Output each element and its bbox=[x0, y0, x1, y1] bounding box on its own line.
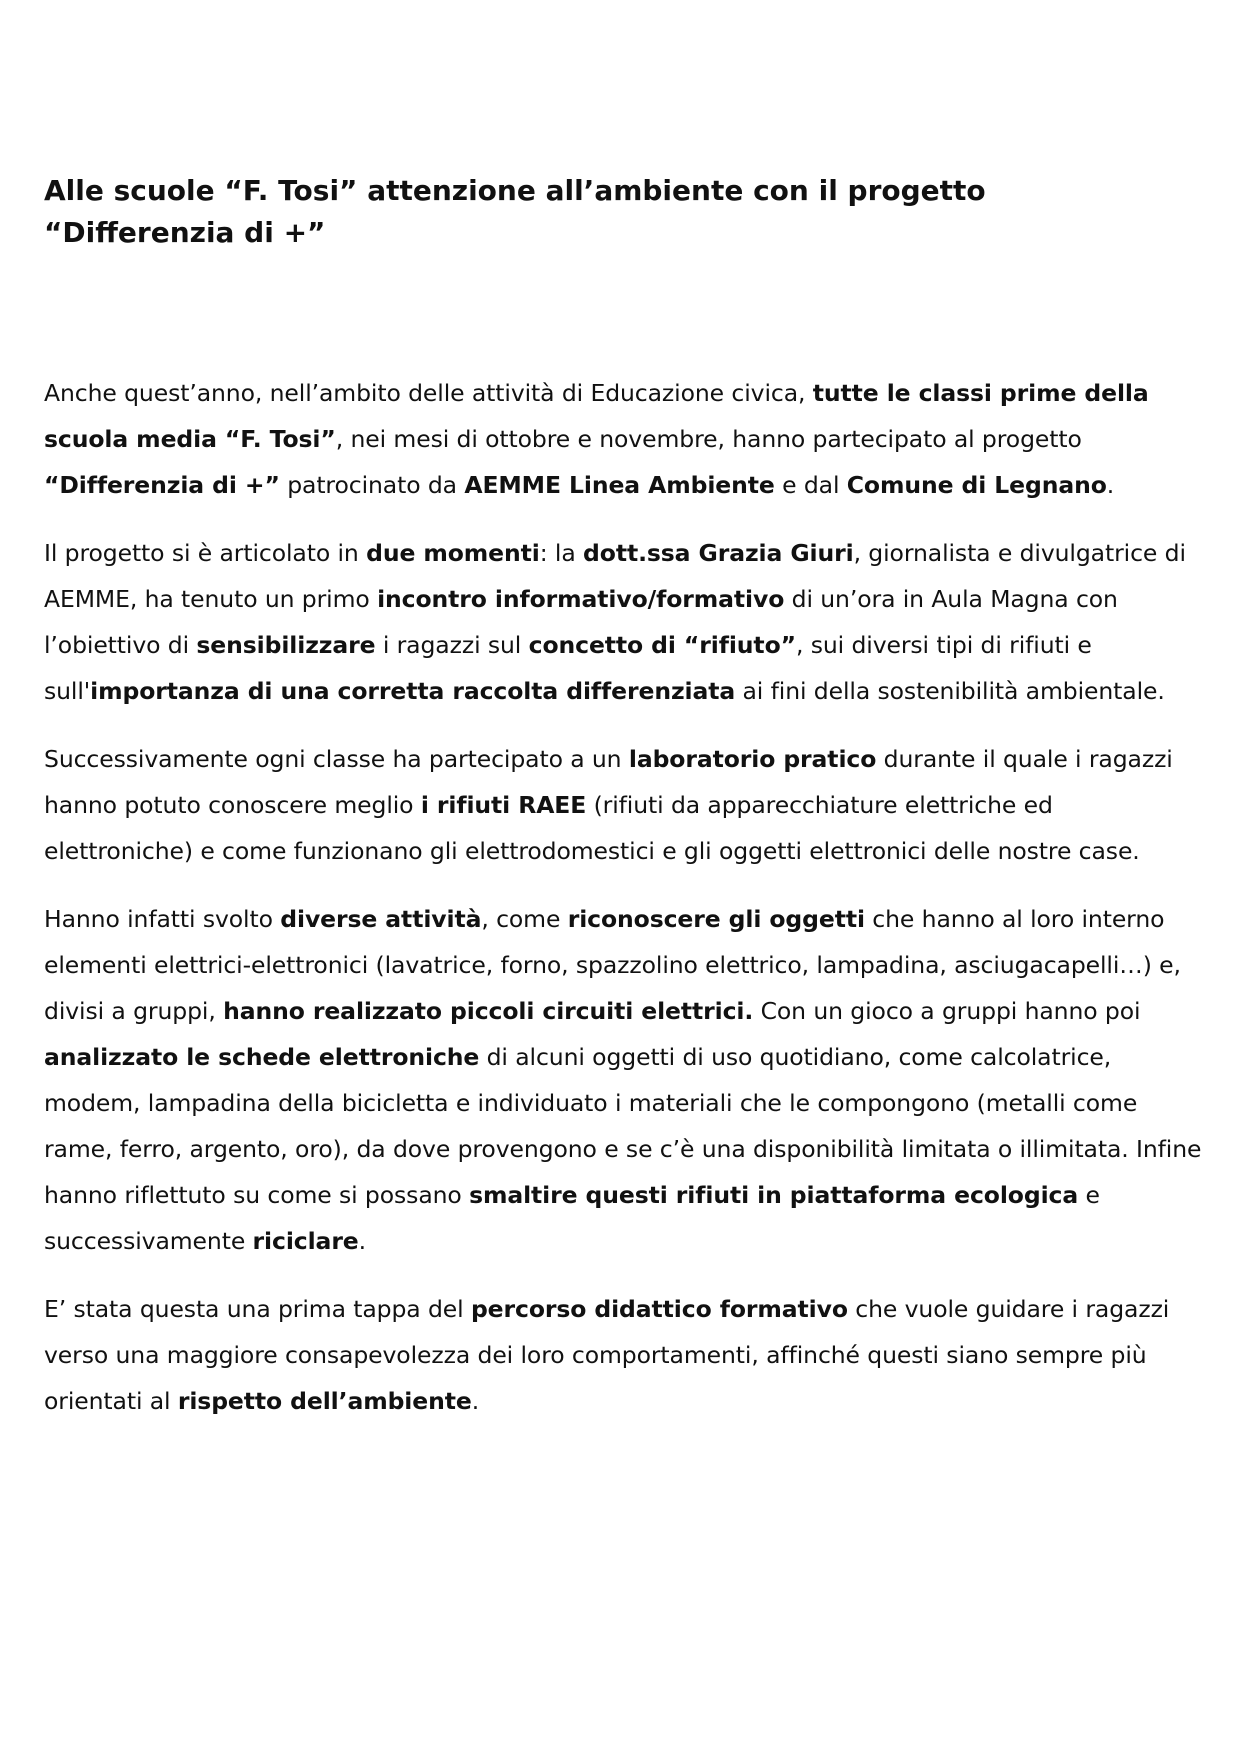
bold-text: dott.ssa Grazia Giuri bbox=[583, 539, 854, 567]
body-text: di alcuni oggetti di uso quotidiano, come calcolatrice, modem, lampadina della bicicletta e individuato i materiali che le compongono (metalli come rame, ferro, argento, oro), da dove provengono e se c’è una disponibilità limitata o illimitata. Infine hanno riflettuto su come si possano bbox=[44, 1043, 1202, 1209]
body-text: E’ stata questa una prima tappa del bbox=[44, 1295, 471, 1323]
bold-text: importanza di una corretta raccolta differenziata bbox=[90, 677, 736, 705]
bold-text: laboratorio pratico bbox=[628, 745, 877, 773]
bold-text: riconoscere gli oggetti bbox=[567, 905, 865, 933]
title-line: “Differenzia di +” bbox=[44, 216, 326, 249]
body-text: e dal bbox=[774, 471, 847, 499]
body-text: (rifiuti da apparecchiature elettriche ed elettroniche) e come funzionano gli elettrodomestici e gli oggetti elettronici delle nostre case. bbox=[44, 791, 1140, 865]
body-text: patrocinato da bbox=[279, 471, 465, 499]
body-text: Anche quest’anno, nell’ambito delle attività di Educazione civica, bbox=[44, 379, 813, 407]
body-text: , giornalista e divulgatrice di AEMME, ha tenuto un primo bbox=[44, 539, 1186, 613]
paragraph-1 bbox=[44, 370, 1204, 508]
body-text: , sui diversi tipi di rifiuti e sull' bbox=[44, 631, 1092, 705]
bold-text: “Differenzia di +” bbox=[44, 471, 280, 499]
body-text: di un’ora in Aula Magna con l’obiettivo di bbox=[44, 585, 1118, 659]
body-text: che vuole guidare i ragazzi verso una maggiore consapevolezza dei loro comportamenti, affinché questi siano sempre più orientati al bbox=[44, 1295, 1170, 1415]
body-text: : la bbox=[539, 539, 584, 567]
body-text: Hanno infatti svolto bbox=[44, 905, 281, 933]
bold-text: percorso didattico formativo bbox=[470, 1295, 848, 1323]
bold-text: incontro informativo/formativo bbox=[377, 585, 785, 613]
body-text: Con un gioco a gruppi hanno poi bbox=[753, 997, 1141, 1025]
paragraph-2 bbox=[44, 530, 1204, 714]
body-text: Successivamente ogni classe ha partecipato a un bbox=[44, 745, 629, 773]
bold-text: rispetto dell’ambiente bbox=[177, 1387, 472, 1415]
document-page bbox=[44, 170, 1204, 1446]
body-text: che hanno al loro interno elementi elettrici-elettronici (lavatrice, forno, spazzolino elettrico, lampadina, asciugacapelli…) e, divisi a gruppi, bbox=[44, 905, 1181, 1025]
body-text: i ragazzi sul bbox=[375, 631, 529, 659]
bold-text: analizzato le schede elettroniche bbox=[44, 1043, 480, 1071]
bold-text: due momenti bbox=[366, 539, 540, 567]
paragraph-3 bbox=[44, 736, 1204, 874]
title-line: Alle scuole “F. Tosi” attenzione all’ambiente con il progetto bbox=[44, 174, 986, 207]
bold-text: smaltire questi rifiuti in piattaforma ecologica bbox=[469, 1181, 1079, 1209]
body-text: ai fini della sostenibilità ambientale. bbox=[735, 677, 1165, 705]
bold-text: diverse attività bbox=[280, 905, 482, 933]
bold-text: AEMME Linea Ambiente bbox=[464, 471, 775, 499]
bold-text: i rifiuti RAEE bbox=[420, 791, 587, 819]
body-text: e successivamente bbox=[44, 1181, 1100, 1255]
article-body bbox=[44, 370, 1204, 1424]
body-text: Il progetto si è articolato in bbox=[44, 539, 367, 567]
bold-text: tutte le classi prime della scuola media “F. Tosi” bbox=[44, 379, 1149, 453]
body-text: . bbox=[471, 1387, 480, 1415]
bold-text: riciclare bbox=[252, 1227, 359, 1255]
body-text: durante il quale i ragazzi hanno potuto conoscere meglio bbox=[44, 745, 1173, 819]
bold-text: Comune di Legnano bbox=[846, 471, 1107, 499]
bold-text: hanno realizzato piccoli circuiti elettrici. bbox=[223, 997, 754, 1025]
body-text: , nei mesi di ottobre e novembre, hanno partecipato al progetto bbox=[335, 425, 1082, 453]
paragraph-4 bbox=[44, 896, 1204, 1264]
bold-text: concetto di “rifiuto” bbox=[528, 631, 796, 659]
body-text: . bbox=[1106, 471, 1115, 499]
article-title bbox=[44, 170, 1204, 254]
body-text: , come bbox=[481, 905, 568, 933]
paragraph-5 bbox=[44, 1286, 1204, 1424]
body-text: . bbox=[358, 1227, 367, 1255]
bold-text: sensibilizzare bbox=[196, 631, 376, 659]
